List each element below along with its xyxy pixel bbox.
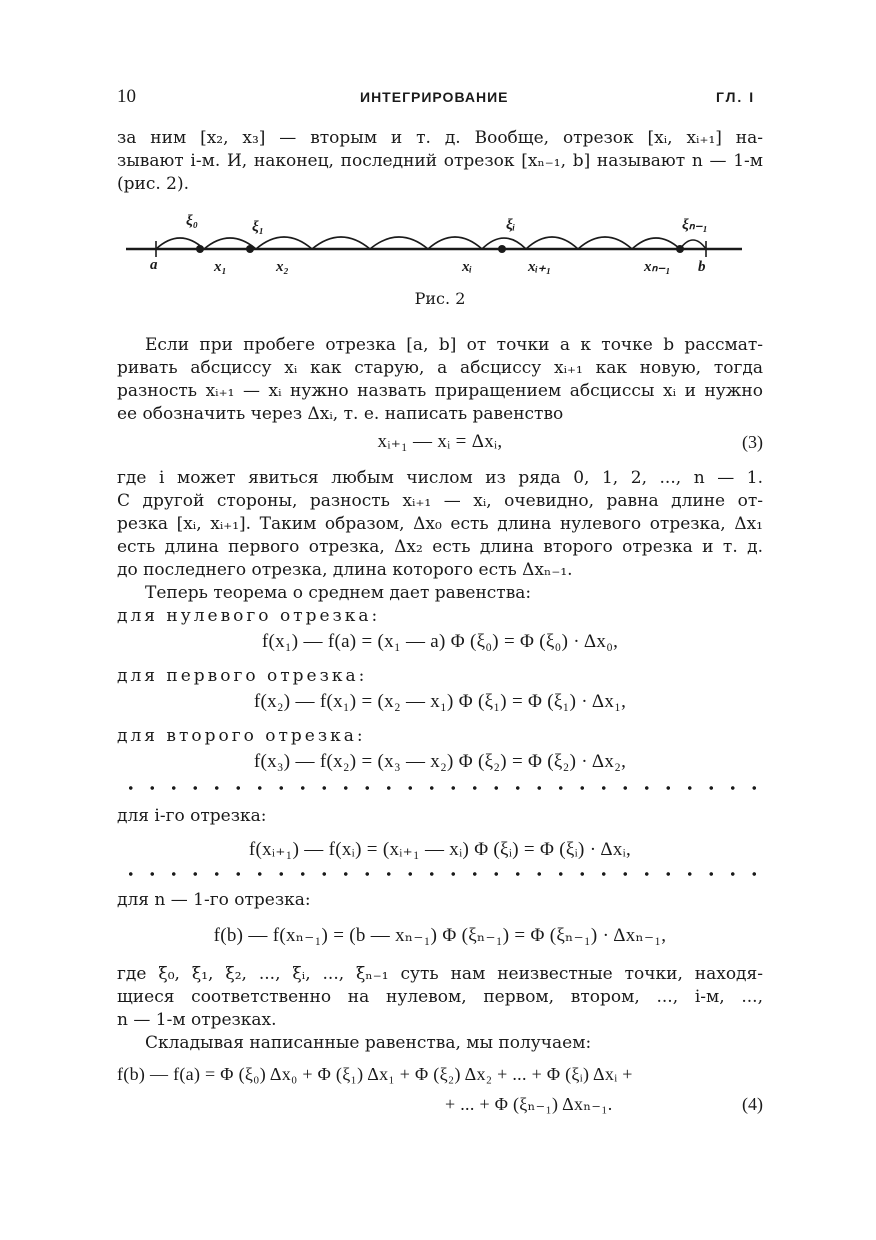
- chapter-label: ГЛ. I: [716, 89, 756, 105]
- segment-formula-1: f(x₂) — f(x₁) = (x₂ — x₁) Φ (ξ₁) = Φ (ξ₁) · Δx₁,: [253, 691, 627, 712]
- ellipsis-dots-row: [117, 784, 763, 792]
- page-number: 10: [117, 86, 136, 107]
- xii-point: [498, 245, 506, 253]
- axis-label-b: b: [698, 259, 706, 275]
- figure-number-line: [110, 205, 760, 285]
- axis-label-xi1: xᵢ₊₁: [528, 259, 552, 275]
- para2-line: Теперь теорема о среднем дает равенства:: [145, 583, 532, 603]
- para1-line: Если при пробеге отрезка [a, b] от точки a к точке b рассмат-: [145, 335, 763, 355]
- figure-caption: Рис. 2: [414, 289, 466, 308]
- xi-label-0: ξ₀: [186, 213, 198, 229]
- equation-4-line-1: f(b) — f(a) = Φ (ξ₀) Δx₀ + Φ (ξ₁) Δx₁ + Φ (ξ₂) Δx₂ + ... + Φ (ξᵢ) Δxᵢ +: [117, 1064, 633, 1084]
- xi0-point: [196, 245, 204, 253]
- segment-formula-0: f(x₁) — f(a) = (x₁ — a) Φ (ξ₀) = Φ (ξ₀) · Δx₀,: [261, 631, 619, 652]
- axis-label-xi: xᵢ: [462, 259, 473, 275]
- xi-label-n1: ξₙ₋₁: [682, 217, 708, 233]
- para3-line: Складывая написанные равенства, мы получаем:: [145, 1033, 592, 1053]
- para2-line: есть длина первого отрезка, Δx₂ есть длина второго отрезка и т. д.: [117, 537, 763, 557]
- axis-label-x1: x₁: [214, 259, 227, 275]
- para1-line: разность xᵢ₊₁ — xᵢ нужно назвать приращением абсциссы xᵢ и нужно: [117, 381, 763, 401]
- xi-label-1: ξ₁: [252, 219, 264, 235]
- xi1-point: [246, 245, 254, 253]
- segment-formula-n1: f(b) — f(xₙ₋₁) = (b — xₙ₋₁) Φ (ξₙ₋₁) = Φ (ξₙ₋₁) · Δxₙ₋₁,: [213, 925, 667, 946]
- equation-4-number: (4): [742, 1094, 763, 1114]
- segment-label-0: для нулевого отрезка:: [117, 606, 381, 626]
- equation-3-number: (3): [742, 432, 763, 452]
- para1-line: ее обозначить через Δxᵢ, т. е. написать равенство: [117, 404, 564, 424]
- xin1-point: [676, 245, 684, 253]
- running-title: ИНТЕГРИРОВАНИЕ: [360, 89, 509, 105]
- segment-label-i: для i-го отрезка:: [117, 806, 267, 826]
- axis-label-xn1: xₙ₋₁: [644, 259, 671, 275]
- para3-line: где ξ₀, ξ₁, ξ₂, ..., ξᵢ, ..., ξₙ₋₁ суть нам неизвестные точки, находя-: [117, 964, 763, 984]
- para1-line: ривать абсциссу xᵢ как старую, а абсциссу xᵢ₊₁ как новую, тогда: [117, 358, 763, 378]
- segment-formula-i: f(xᵢ₊₁) — f(xᵢ) = (xᵢ₊₁ — xᵢ) Φ (ξᵢ) = Φ (ξᵢ) · Δxᵢ,: [248, 839, 632, 860]
- intro-line: зывают i-м. И, наконец, последний отрезок [xₙ₋₁, b] называют n — 1-м: [117, 151, 763, 171]
- para3-line: n — 1-м отрезках.: [117, 1010, 277, 1030]
- para2-line: до последнего отрезка, длина которого есть Δxₙ₋₁.: [117, 560, 573, 580]
- axis-label-a: a: [150, 257, 158, 273]
- equation-4-line-2: + ... + Φ (ξₙ₋₁) Δxₙ₋₁.: [445, 1094, 613, 1114]
- segment-label-2: для второго отрезка:: [117, 726, 366, 746]
- intro-line: (рис. 2).: [117, 174, 190, 194]
- ellipsis-dots-row: [117, 870, 763, 878]
- axis-label-x2: x₂: [276, 259, 289, 275]
- para3-line: щиеся соответственно на нулевом, первом, втором, ..., i-м, ...,: [117, 987, 763, 1007]
- para2-line: С другой стороны, разность xᵢ₊₁ — xᵢ, очевидно, равна длине от-: [117, 491, 763, 511]
- segment-label-n1: для n — 1-го отрезка:: [117, 890, 311, 910]
- para2-line: где i может явиться любым числом из ряда 0, 1, 2, ..., n — 1.: [117, 468, 763, 488]
- para2-line: резка [xᵢ, xᵢ₊₁]. Таким образом, Δx₀ есть длина нулевого отрезка, Δx₁: [117, 514, 763, 534]
- xi-label-i: ξᵢ: [506, 217, 516, 233]
- segment-label-1: для первого отрезка:: [117, 666, 368, 686]
- segment-formula-2: f(x₃) — f(x₂) = (x₃ — x₂) Φ (ξ₂) = Φ (ξ₂) · Δx₂,: [253, 751, 627, 772]
- intro-line: за ним [x₂, x₃] — вторым и т. д. Вообще, отрезок [xᵢ, xᵢ₊₁] на-: [117, 128, 763, 148]
- equation-3: xᵢ₊₁ — xᵢ = Δxᵢ,: [377, 431, 503, 452]
